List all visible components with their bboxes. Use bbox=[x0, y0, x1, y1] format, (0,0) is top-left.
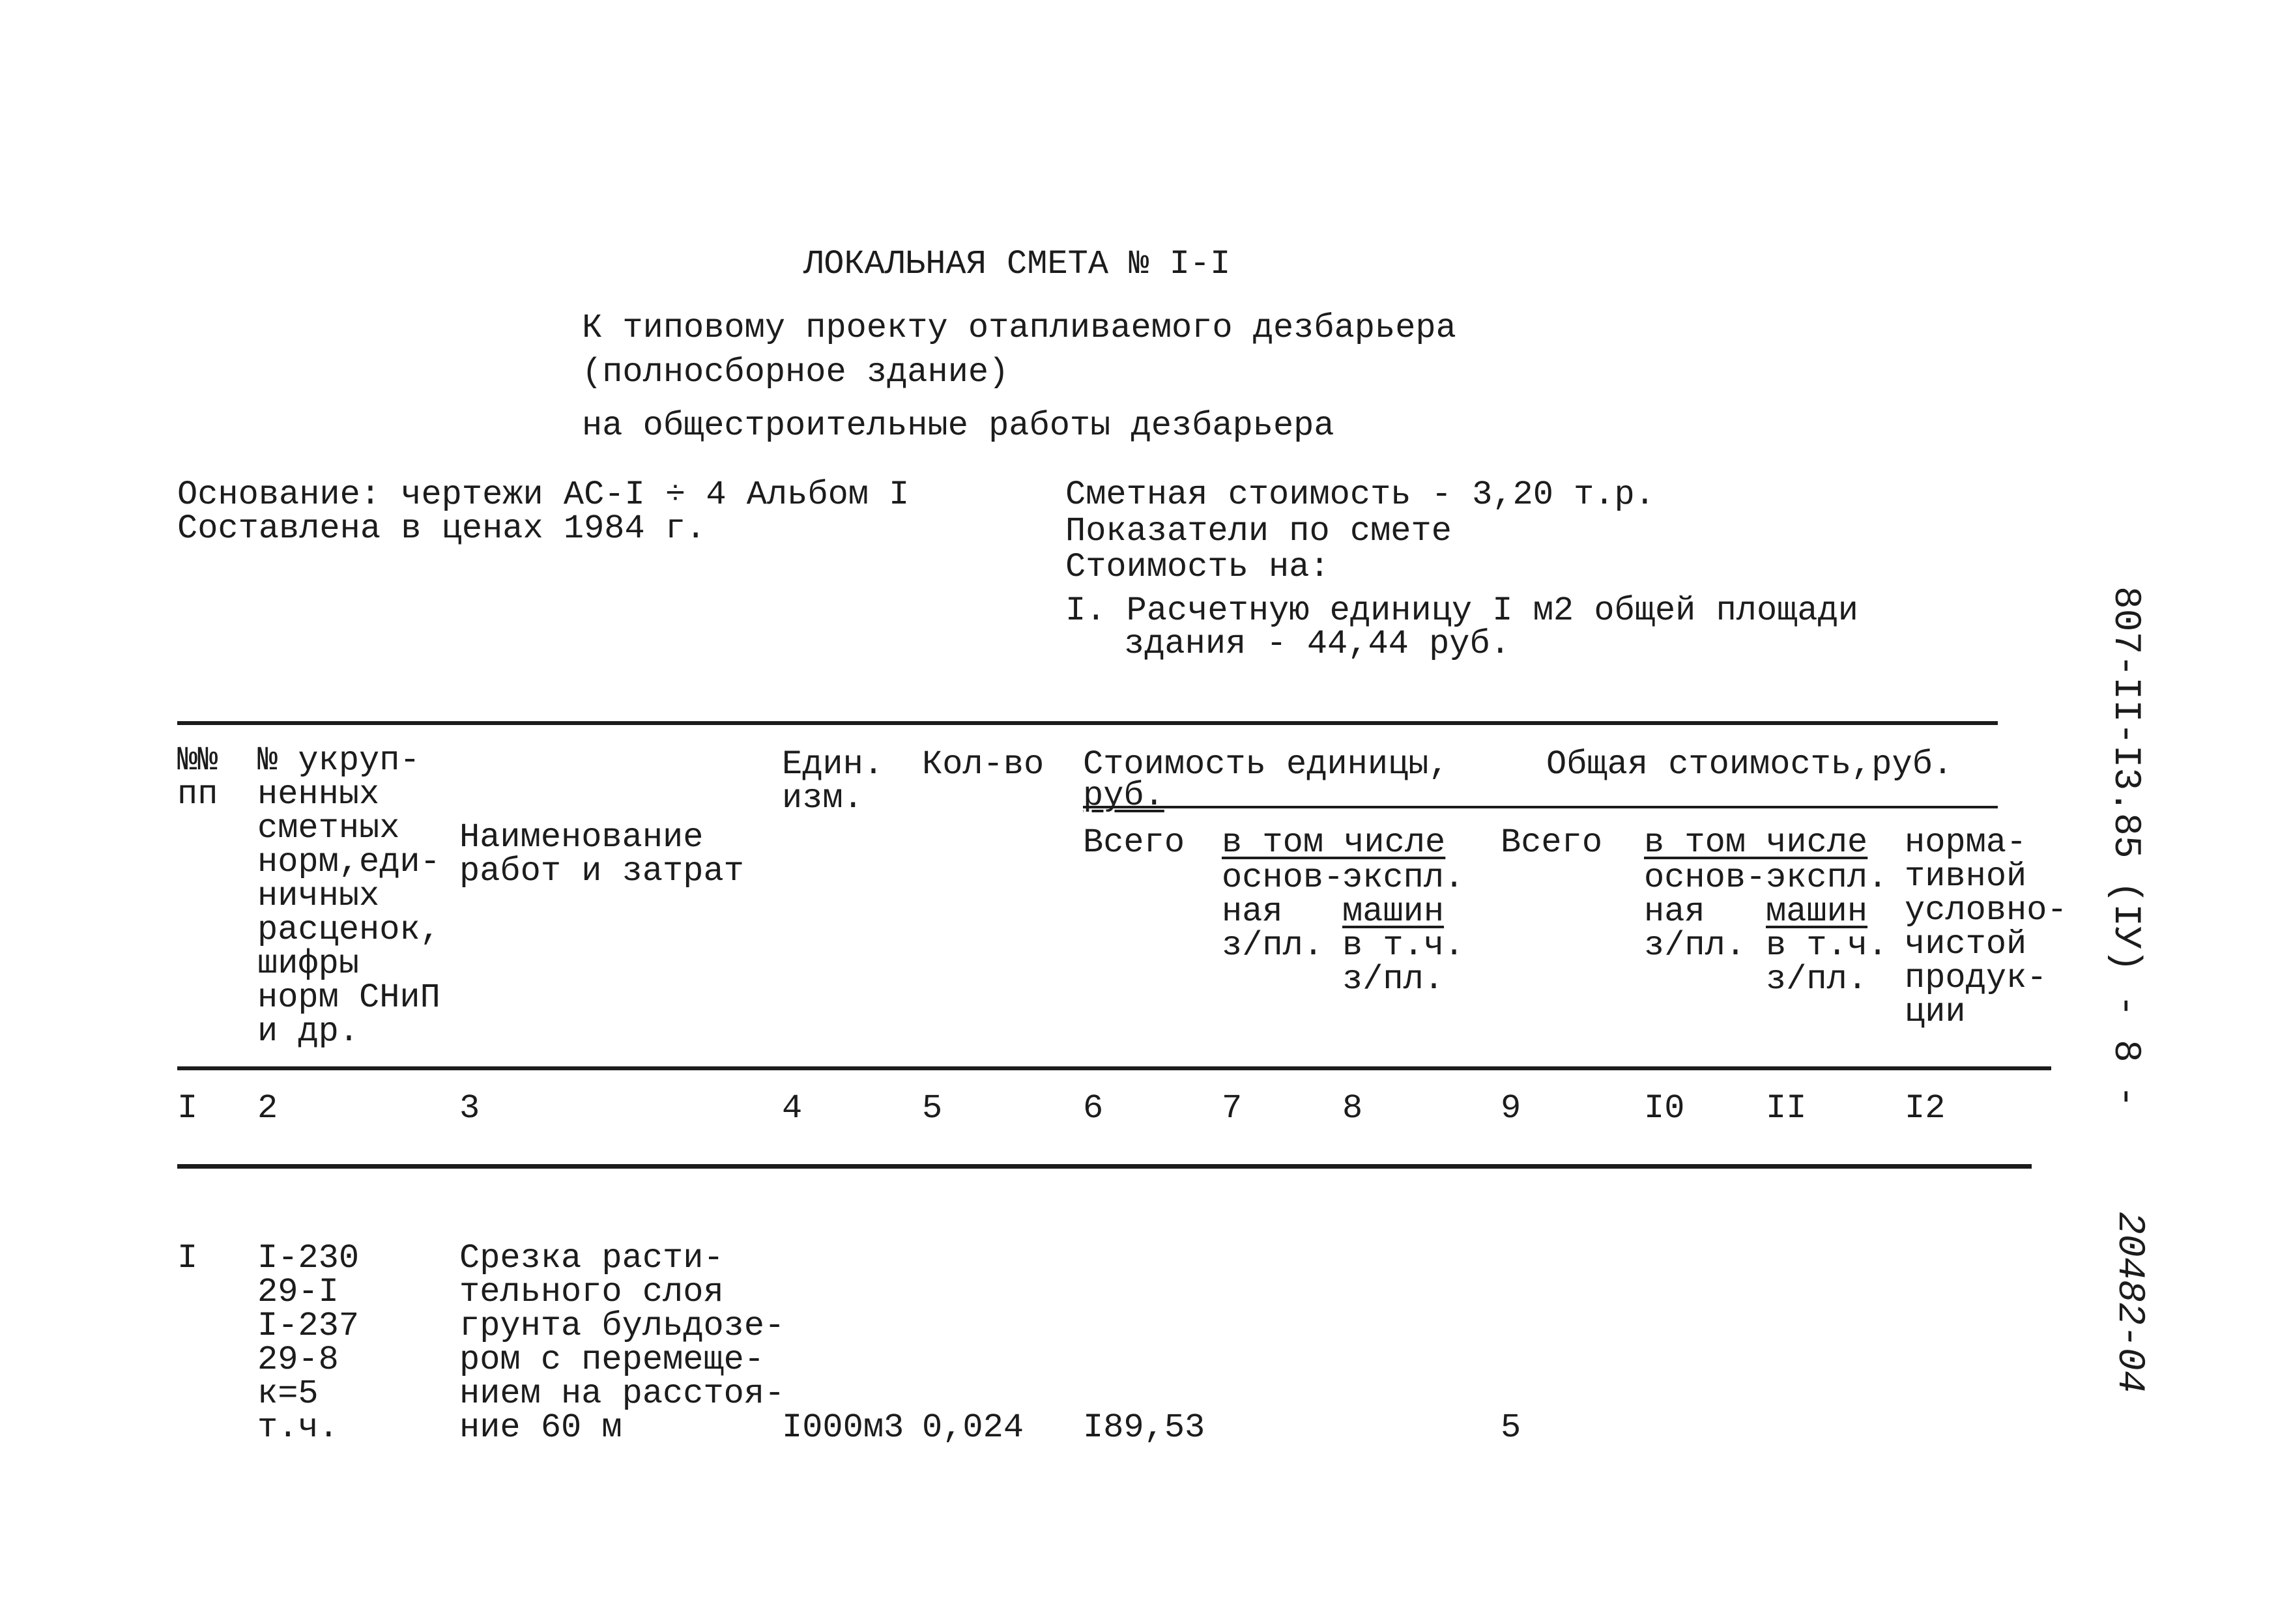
header-col8-head: экспл. bbox=[1342, 859, 1465, 897]
header-col11-rest: в т.ч. з/пл. bbox=[1766, 926, 1888, 999]
header-bottom-rule bbox=[177, 1066, 2051, 1070]
indicators-label: Показатели по смете bbox=[1065, 512, 1452, 550]
column-numbers-bottom-rule bbox=[177, 1164, 2032, 1169]
header-col11-head: экспл. bbox=[1766, 859, 1888, 897]
row-unit-cost-total: I89,53 bbox=[1083, 1408, 1205, 1447]
header-col7: основ- ная з/пл. bbox=[1222, 859, 1344, 965]
total-cost-group-rule bbox=[1083, 806, 1998, 808]
column-number-11: II bbox=[1766, 1089, 1807, 1128]
header-col3: Наименование работ и затрат bbox=[459, 818, 744, 890]
subtitle-line-1: К типовому проекту отапливаемого дезбарьера bbox=[582, 309, 1456, 347]
row-total-cost: 5 bbox=[1501, 1408, 1521, 1447]
column-number-5: 5 bbox=[922, 1089, 943, 1128]
column-number-2: 2 bbox=[257, 1089, 278, 1128]
header-col11-machines: машин bbox=[1766, 892, 1868, 931]
basis-text: Основание: чертежи АС-I ÷ 4 Альбом I bbox=[177, 476, 910, 514]
row-codes: I-230 29-I I-237 29-8 к=5 т.ч. bbox=[257, 1239, 360, 1447]
subtitle-line-3: на общестроительные работы дезбарьера bbox=[582, 406, 1334, 445]
column-number-8: 8 bbox=[1342, 1089, 1363, 1128]
header-col4: Един. изм. bbox=[782, 745, 884, 818]
row-quantity: 0,024 bbox=[922, 1408, 1024, 1447]
unit-cost-line-1: I. Расчетную единицу I м2 общей площади bbox=[1065, 591, 1858, 630]
column-number-4: 4 bbox=[782, 1089, 803, 1128]
prices-text: Составлена в ценах 1984 г. bbox=[177, 509, 706, 548]
column-number-10: I0 bbox=[1644, 1089, 1685, 1128]
header-unit-cost-group: Стоимость единицы, bbox=[1083, 745, 1449, 784]
column-number-3: 3 bbox=[459, 1089, 480, 1128]
row-work-name: Срезка расти- тельного слоя грунта бульдозе- ром с перемеще- нием на расстоя- ние 60 м bbox=[459, 1239, 785, 1447]
header-col1: №№ пп bbox=[177, 741, 218, 814]
header-col6: Всего bbox=[1083, 823, 1185, 862]
column-number-7: 7 bbox=[1222, 1089, 1243, 1128]
column-number-1: I bbox=[177, 1089, 198, 1128]
unit-cost-line-2: здания - 44,44 руб. bbox=[1124, 625, 1510, 663]
header-total-cost-group: Общая стоимость,руб. bbox=[1546, 745, 1953, 784]
header-col8-machines: машин bbox=[1342, 892, 1445, 931]
cost-on-label: Стоимость на: bbox=[1065, 548, 1330, 586]
header-col10: основ- ная з/пл. bbox=[1644, 859, 1766, 965]
side-document-code: 807-II-I3.85 (IУ) - 8 - bbox=[2104, 586, 2146, 1108]
header-col9: Всего bbox=[1501, 823, 1603, 862]
header-incl-1: в том числе bbox=[1222, 823, 1446, 862]
header-col8-rest: в т.ч. з/пл. bbox=[1342, 926, 1465, 999]
row-unit: I000м3 bbox=[782, 1408, 904, 1447]
column-number-12: I2 bbox=[1905, 1089, 1946, 1128]
row-number: I bbox=[177, 1239, 198, 1277]
header-col2: № укруп- ненных сметных норм,еди- ничных расценок, шифры норм СНиП и др. bbox=[257, 741, 440, 1051]
header-incl-2: в том числе bbox=[1644, 823, 1868, 862]
column-number-9: 9 bbox=[1501, 1089, 1521, 1128]
header-unit-cost-rub: руб. bbox=[1083, 776, 1164, 815]
estimate-cost: Сметная стоимость - 3,20 т.р. bbox=[1065, 476, 1655, 514]
page-title: ЛОКАЛЬНАЯ СМЕТА № I-I bbox=[803, 245, 1231, 283]
table-top-rule bbox=[177, 721, 1998, 725]
header-col5: Кол-во bbox=[922, 745, 1045, 784]
column-number-6: 6 bbox=[1083, 1089, 1104, 1128]
subtitle-line-2: (полносборное здание) bbox=[582, 353, 1009, 392]
side-archive-number: 20482-04 bbox=[2108, 1212, 2150, 1393]
header-col12: норма- тивной условно- чистой продук- ции bbox=[1905, 823, 2068, 1031]
